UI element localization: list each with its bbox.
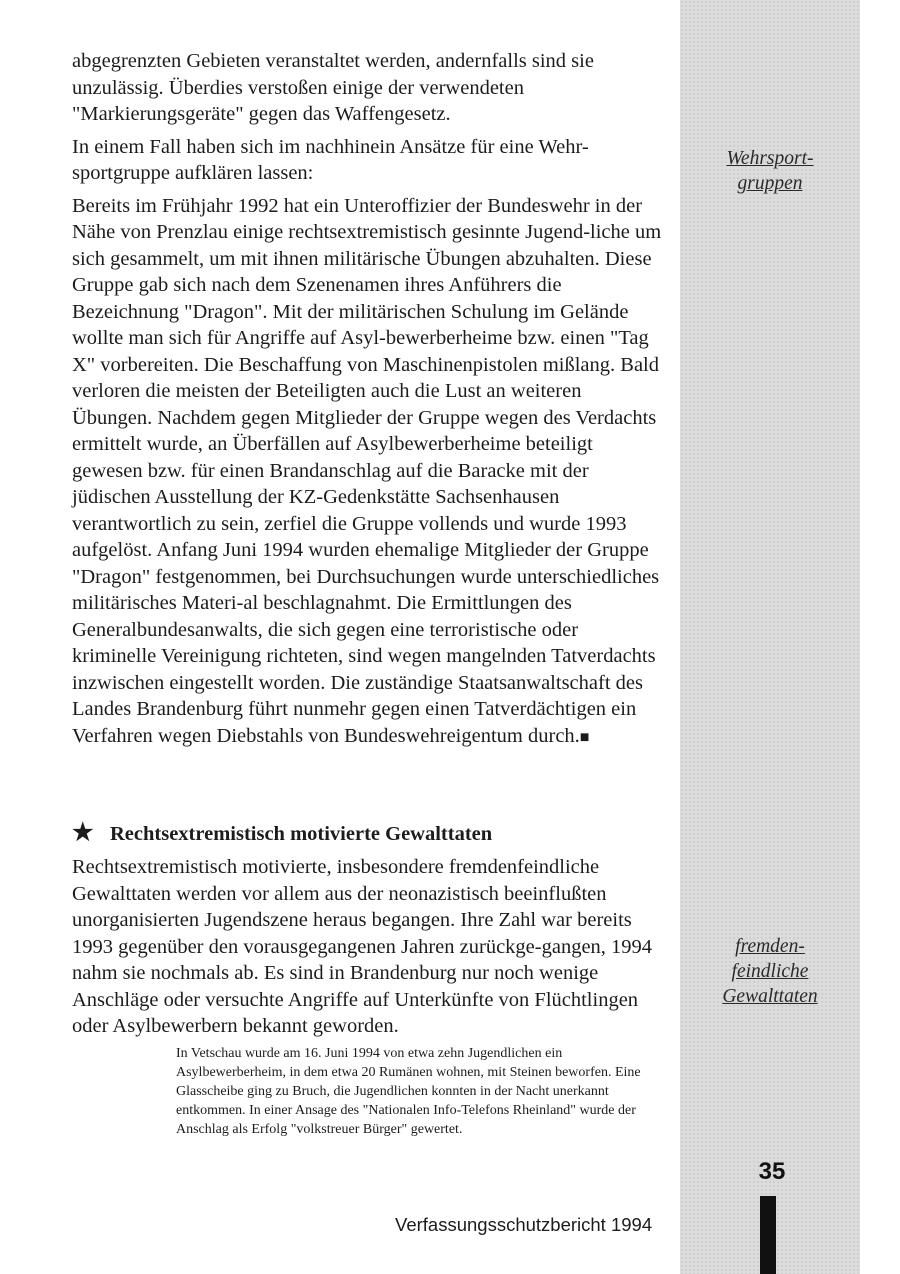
- paragraph-2: In einem Fall haben sich im nachhinein Ansätze für eine Wehr-sportgruppe aufklären lassen:: [72, 135, 589, 184]
- case-example: [176, 1044, 664, 1139]
- section-paragraph: Rechtsextremistisch motivierte, insbesondere fremdenfeindliche Gewalttaten werden vor allem aus der neonazistisch beeinflußten unorganisierten Jugendszene heraus begangen. Ihre Zahl war bereits 1993 gegenüber den vorausgegangenen Jahren zurückge-gangen, 1994 nahm sie nochmals ab. Es sind in Brandenburg nur noch wenige Anschläge oder versuchte Angriffe auf Unterkünfte von Flüchtlingen oder Asylbewerbern bekannt geworden.: [72, 856, 653, 1037]
- main-text: [72, 48, 662, 757]
- star-icon: ★: [72, 820, 94, 846]
- section-heading: [72, 820, 662, 847]
- page-number: 35: [758, 1158, 786, 1185]
- paragraph-1: abgegrenzten Gebieten veranstaltet werden, andernfalls sind sie unzulässig. Überdies verstoßen einige der verwendeten "Markierungsgeräte" gegen das Waffengesetz.: [72, 50, 594, 125]
- end-mark-icon: ■: [579, 728, 590, 746]
- margin-label-wehrsportgruppen: Wehrsport-gruppen: [726, 148, 814, 194]
- paragraph-3: [72, 193, 662, 752]
- section-body: [72, 854, 662, 1040]
- page-thumb-bar: [760, 1196, 776, 1274]
- section-heading-text: Rechtsextremistisch motivierte Gewalttaten: [110, 823, 493, 845]
- paragraph-3-text: Bereits im Frühjahr 1992 hat ein Unteroffizier der Bundeswehr in der Nähe von Prenzlau einige rechtsextremistisch gesinnte Jugend-liche um sich gesammelt, um mit ihnen militärische Übungen abzuhalten. Diese Gruppe gab sich nach dem Szenenamen ihres Anführers die Bezeichnung "Dragon". Mit der militärischen Schulung im Gelände wollte man sich für Angriffe auf Asyl-bewerberheime bzw. einen "Tag X" vorbereiten. Die Beschaffung von Maschinenpistolen mißlang. Bald verloren die meisten der Beteiligten auch die Lust an weiteren Übungen. Nachdem gegen Mitglieder der Gruppe wegen des Verdachts ermittelt wurde, an Überfällen auf Asylbewerberheime beteiligt gewesen bzw. für einen Brandanschlag auf die Baracke mit der jüdischen Ausstellung der KZ-Gedenkstätte Sachsenhausen verantwortlich zu sein, zerfiel die Gruppe vollends und wurde 1993 aufgelöst. Anfang Juni 1994 wurden ehemalige Mitglieder der Gruppe "Dragon" festgenommen, bei Durchsuchungen wurde unterschiedliches militärisches Materi-al beschlagnahmt. Die Ermittlungen des Generalbundesanwalts, die sich gegen eine terroristische oder kriminelle Vereinigung richteten, sind wegen mangelnden Tatverdachts inzwischen eingestellt worden. Die zuständige Staatsanwaltschaft des Landes Brandenburg führt nunmehr gegen einen Tatverdächtigen ein Verfahren wegen Diebstahls von Bundeswehreigentum durch.: [72, 194, 662, 747]
- case-text: In Vetschau wurde am 16. Juni 1994 von etwa zehn Jugendlichen ein Asylbewerberheim, in dem etwa 20 Rumänen wohnen, mit Steinen beworfen. Eine Glasscheibe ging zu Bruch, die Jugendlichen konnten in der Nacht unerkannt entkommen. In einer Ansage des "Nationalen Info-Telefons Rheinland" wurde der Anschlag als Erfolg "volkstreuer Bürger" gewertet.: [176, 1046, 641, 1137]
- footer-title: Verfassungsschutzbericht 1994: [395, 1214, 653, 1235]
- margin-label-fremdenfeindliche-gewalttaten: fremden-feindliche Gewalttaten: [722, 936, 818, 1007]
